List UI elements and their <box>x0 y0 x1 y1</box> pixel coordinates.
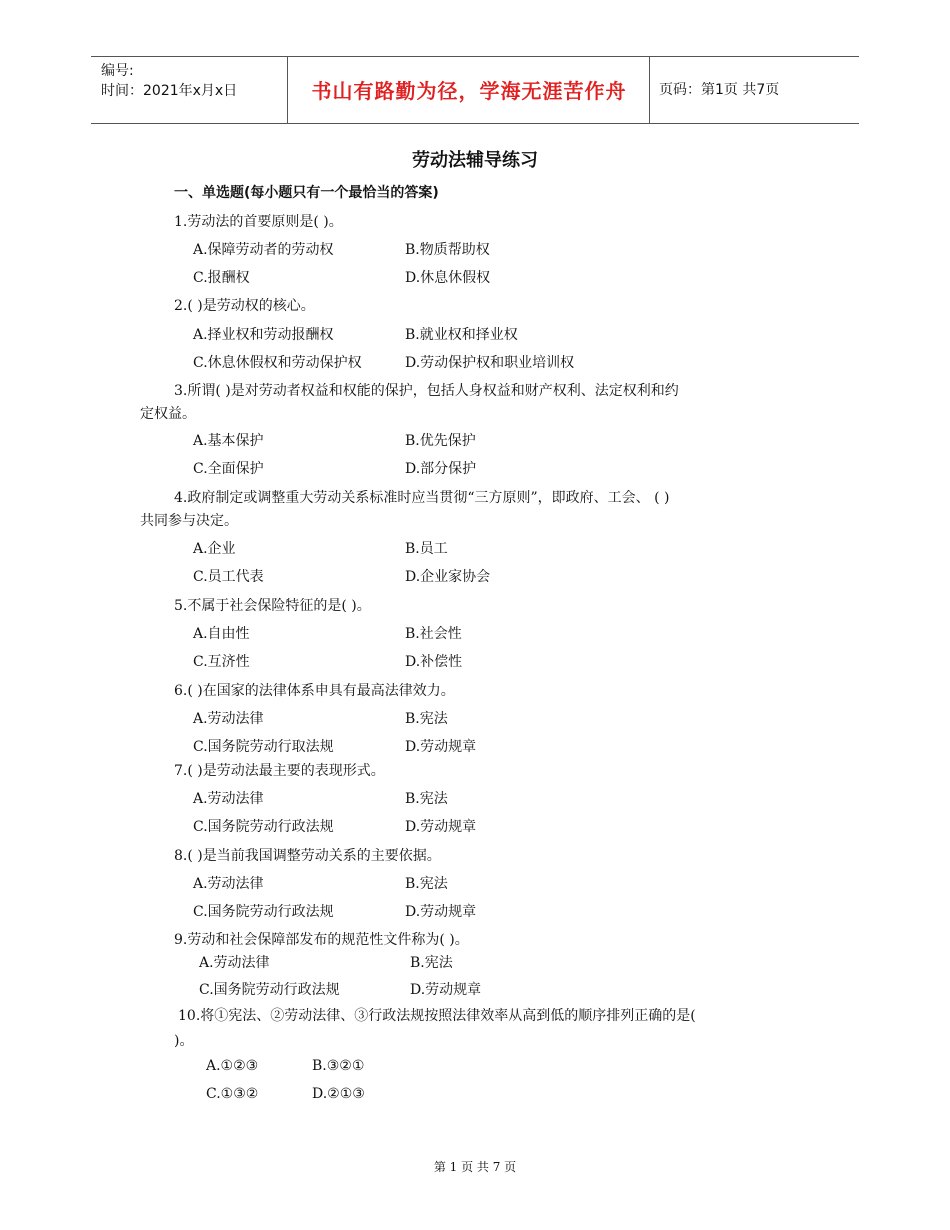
option-a: A.劳动法律 <box>193 876 264 892</box>
option-d: D.②①③ <box>312 1086 365 1102</box>
option-b: B.宪法 <box>405 876 448 892</box>
option-b: B.社会性 <box>405 626 462 642</box>
option-b: B.宪法 <box>405 711 448 727</box>
option-c: C.报酬权 <box>193 270 250 286</box>
question-4-cont: 共同参与决定。 <box>140 513 238 529</box>
option-a: A.劳动法律 <box>193 711 264 727</box>
question-3: 3.所谓( )是对劳动者权益和权能的保护，包括人身权益和财产权利、法定权利和约 <box>174 383 679 399</box>
option-c: C.休息休假权和劳动保护权 <box>193 355 362 371</box>
section-heading: 一、单选题(每小题只有一个最恰当的答案) <box>174 185 439 201</box>
option-c: C.员工代表 <box>193 569 264 585</box>
option-a: A.劳动法律 <box>193 791 264 807</box>
question-8: 8.( )是当前我国调整劳动关系的主要依据。 <box>174 848 441 864</box>
question-3-cont: 定权益。 <box>140 406 196 422</box>
page-footer: 第 1 页 共 7 页 <box>433 1160 517 1174</box>
option-d: D.劳动规章 <box>410 982 482 998</box>
option-b: B.宪法 <box>405 791 448 807</box>
number-label: 编号: <box>101 63 134 79</box>
question-1: 1.劳动法的首要原则是( )。 <box>174 214 343 230</box>
question-2: 2.( )是劳动权的核心。 <box>174 298 315 314</box>
option-c: C.全面保护 <box>193 461 264 477</box>
option-c: C.国务院劳动行政法规 <box>193 819 334 835</box>
option-a: A.劳动法律 <box>199 955 270 971</box>
question-10: 10.将①宪法、②劳动法律、③行政法规按照法律效率从高到低的顺序排列正确的是( <box>178 1008 696 1024</box>
page-label: 页码：第1页 共7页 <box>659 82 780 98</box>
option-d: D.企业家协会 <box>405 569 491 585</box>
option-d: D.劳动规章 <box>405 819 477 835</box>
option-a: A.择业权和劳动报酬权 <box>193 327 334 343</box>
option-a: A.自由性 <box>193 626 250 642</box>
page-title: 劳动法辅导练习 <box>412 150 538 171</box>
option-c: C.国务院劳动行政法规 <box>193 904 334 920</box>
question-5: 5.不属于社会保险特征的是( )。 <box>174 598 371 614</box>
header-info <box>101 61 237 101</box>
option-a: A.基本保护 <box>193 433 264 449</box>
question-10-cont: )。 <box>174 1033 194 1049</box>
header-table <box>91 56 859 124</box>
question-9: 9.劳动和社会保障部发布的规范性文件称为( )。 <box>174 932 469 948</box>
option-c: C.国务院劳动行政法规 <box>199 982 340 998</box>
option-b: B.优先保护 <box>405 433 476 449</box>
option-c: C.互济性 <box>193 654 250 670</box>
option-b: B.③②① <box>312 1058 365 1074</box>
motto: 书山有路勤为径，学海无涯苦作舟 <box>311 79 627 103</box>
question-6: 6.( )在国家的法律体系申具有最高法律效力。 <box>174 683 455 699</box>
option-b: B.就业权和择业权 <box>405 327 518 343</box>
option-d: D.劳动规章 <box>405 904 477 920</box>
option-d: D.部分保护 <box>405 461 477 477</box>
question-4: 4.政府制定或调整重大劳动关系标准时应当贯彻“三方原则”，即政府、工会、 ( ) <box>174 490 670 506</box>
option-d: D.休息休假权 <box>405 270 491 286</box>
option-d: D.劳动保护权和职业培训权 <box>405 355 575 371</box>
option-b: B.物质帮助权 <box>405 242 490 258</box>
option-c: C.①③② <box>206 1086 259 1102</box>
option-a: A.保障劳动者的劳动权 <box>193 242 334 258</box>
option-d: D.劳动规章 <box>405 739 477 755</box>
option-c: C.国务院劳动行取法规 <box>193 739 334 755</box>
option-b: B.员工 <box>405 541 448 557</box>
option-a: A.企业 <box>193 541 236 557</box>
option-a: A.①②③ <box>206 1058 259 1074</box>
option-b: B.宪法 <box>410 955 453 971</box>
question-7: 7.( )是劳动法最主要的表现形式。 <box>174 763 385 779</box>
option-d: D.补偿性 <box>405 654 463 670</box>
time-label: 时间：2021年x月x日 <box>101 83 238 99</box>
